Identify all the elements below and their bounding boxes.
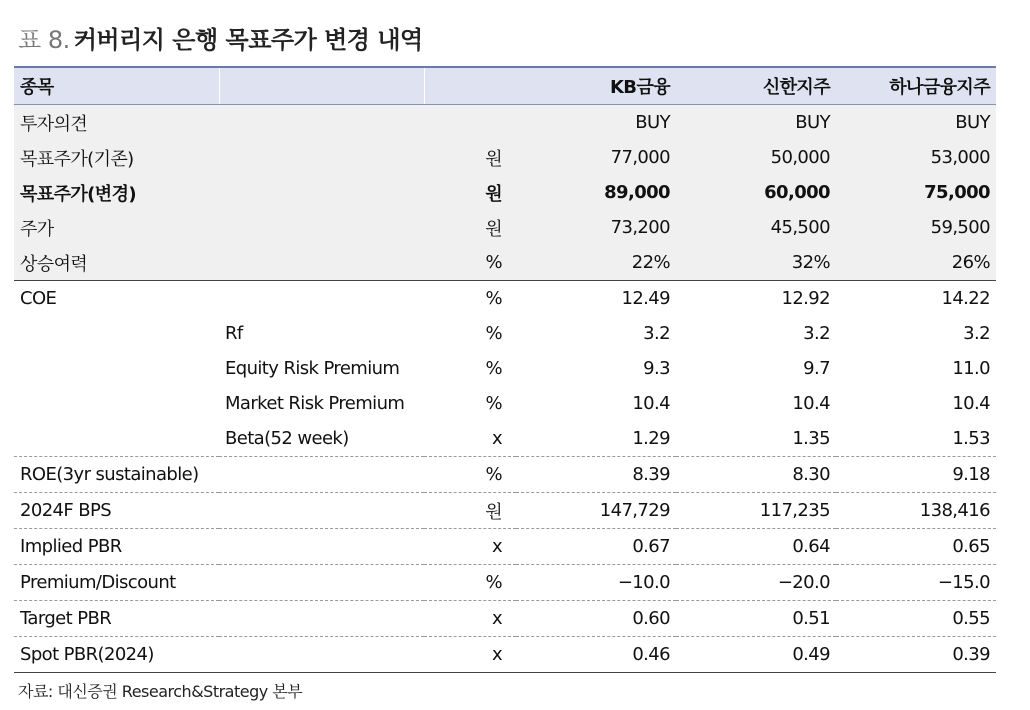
cell-shinhan: 117,235	[676, 493, 836, 529]
row-unit: 원	[424, 210, 516, 245]
table-row	[14, 210, 996, 245]
header-blank	[219, 67, 424, 105]
table-row	[14, 565, 996, 601]
row-unit: %	[485, 288, 502, 309]
table-title-text: 커버리지 은행 목표주가 변경 내역	[73, 26, 423, 54]
row-sublabel: Equity Risk Premium	[225, 358, 400, 379]
cell-kb: 3.2	[643, 323, 670, 344]
table-row	[14, 351, 996, 386]
table-row	[14, 601, 996, 637]
cell-kb: 12.49	[621, 288, 670, 309]
cell-shinhan: 8.30	[676, 457, 836, 493]
row-label	[14, 316, 219, 351]
cell-shinhan: 9.7	[803, 358, 830, 379]
row-label: 목표주가(변경)	[14, 175, 219, 210]
row-unit: %	[485, 358, 502, 379]
cell-shinhan: 0.49	[676, 637, 836, 673]
row-label: 상승여력	[14, 245, 219, 281]
cell-shinhan: 45,500	[676, 210, 836, 245]
cell-hana: 138,416	[836, 493, 996, 529]
row-label: Target PBR	[14, 601, 219, 637]
table-row	[14, 386, 996, 421]
row-sublabel	[219, 140, 424, 175]
cell-kb: −10.0	[516, 565, 676, 601]
cell-hana: 0.55	[836, 601, 996, 637]
row-sublabel	[219, 529, 424, 565]
header-company-hana: 하나금융지주	[836, 67, 996, 105]
row-label: 투자의견	[14, 105, 219, 141]
row-unit: x	[424, 421, 516, 457]
table-row	[14, 493, 996, 529]
cell-shinhan: 60,000	[676, 175, 836, 210]
table-row	[14, 316, 996, 351]
table-row	[14, 529, 996, 565]
table-row	[14, 281, 996, 317]
row-label	[14, 386, 219, 421]
row-unit: x	[424, 529, 516, 565]
cell-shinhan: 50,000	[676, 140, 836, 175]
row-label: 주가	[14, 210, 219, 245]
row-sublabel: Rf	[225, 323, 243, 344]
row-unit: %	[485, 323, 502, 344]
row-label: 목표주가(기존)	[14, 140, 219, 175]
cell-kb: 0.60	[516, 601, 676, 637]
cell-kb: 8.39	[516, 457, 676, 493]
row-unit: %	[424, 245, 516, 281]
cell-shinhan: −20.0	[676, 565, 836, 601]
table-header-row	[14, 67, 996, 105]
cell-hana: 3.2	[963, 323, 990, 344]
cell-hana: 10.4	[952, 393, 990, 414]
header-company-shinhan: 신한지주	[676, 67, 836, 105]
cell-shinhan: 32%	[676, 245, 836, 281]
row-unit	[424, 105, 516, 141]
cell-shinhan: 10.4	[792, 393, 830, 414]
row-sublabel	[219, 637, 424, 673]
cell-kb: 22%	[516, 245, 676, 281]
cell-hana: 75,000	[836, 175, 996, 210]
row-label: ROE(3yr sustainable)	[14, 457, 219, 493]
cell-kb: 77,000	[516, 140, 676, 175]
table-row	[14, 457, 996, 493]
cell-kb: 0.46	[516, 637, 676, 673]
cell-kb: BUY	[516, 105, 676, 141]
cell-kb: 89,000	[516, 175, 676, 210]
cell-kb: 10.4	[632, 393, 670, 414]
cell-hana: BUY	[836, 105, 996, 141]
row-sublabel	[219, 105, 424, 141]
row-sublabel	[219, 210, 424, 245]
cell-hana: 0.39	[836, 637, 996, 673]
row-sublabel	[219, 245, 424, 281]
row-unit: x	[424, 601, 516, 637]
cell-kb: 73,200	[516, 210, 676, 245]
row-label: Premium/Discount	[14, 565, 219, 601]
row-sublabel	[219, 281, 424, 317]
cell-shinhan: 0.51	[676, 601, 836, 637]
header-unit-blank	[424, 67, 516, 105]
cell-hana: 14.22	[941, 288, 990, 309]
row-unit: 원	[424, 175, 516, 210]
cell-hana: 53,000	[836, 140, 996, 175]
row-unit: 원	[424, 140, 516, 175]
row-label: 2024F BPS	[14, 493, 219, 529]
row-label: COE	[20, 288, 57, 309]
header-stock-label: 종목	[14, 67, 219, 105]
row-sublabel: Beta(52 week)	[219, 421, 424, 457]
cell-kb: 9.3	[643, 358, 670, 379]
cell-kb: 1.29	[516, 421, 676, 457]
cell-hana: 26%	[836, 245, 996, 281]
row-unit: %	[485, 393, 502, 414]
row-sublabel: Market Risk Premium	[225, 393, 405, 414]
cell-kb: 147,729	[516, 493, 676, 529]
cell-shinhan: 12.92	[781, 288, 830, 309]
row-unit: %	[424, 457, 516, 493]
row-sublabel	[219, 601, 424, 637]
cell-hana: 1.53	[836, 421, 996, 457]
cell-shinhan: 3.2	[803, 323, 830, 344]
header-company-kb: KB금융	[516, 67, 676, 105]
target-price-table	[14, 66, 996, 673]
row-unit: x	[424, 637, 516, 673]
cell-kb: 0.67	[516, 529, 676, 565]
cell-hana: 0.65	[836, 529, 996, 565]
table-row	[14, 105, 996, 141]
table-row	[14, 245, 996, 281]
table-number: 표 8.	[18, 26, 70, 54]
row-label	[14, 351, 219, 386]
row-sublabel	[219, 457, 424, 493]
cell-hana: −15.0	[836, 565, 996, 601]
row-unit: %	[424, 565, 516, 601]
cell-hana: 9.18	[836, 457, 996, 493]
cell-hana: 11.0	[952, 358, 990, 379]
table-row	[14, 421, 996, 457]
source-note: 자료: 대신증권 Research&Strategy 본부	[18, 682, 303, 701]
cell-shinhan: BUY	[676, 105, 836, 141]
cell-shinhan: 1.35	[676, 421, 836, 457]
table-row	[14, 175, 996, 210]
table-row	[14, 637, 996, 673]
row-sublabel	[219, 493, 424, 529]
row-label	[14, 421, 219, 457]
table-row	[14, 140, 996, 175]
row-unit: 원	[424, 493, 516, 529]
row-label: Spot PBR(2024)	[14, 637, 219, 673]
cell-hana: 59,500	[836, 210, 996, 245]
cell-shinhan: 0.64	[676, 529, 836, 565]
row-sublabel	[219, 175, 424, 210]
row-label: Implied PBR	[14, 529, 219, 565]
page-title	[18, 20, 423, 55]
row-sublabel	[219, 565, 424, 601]
